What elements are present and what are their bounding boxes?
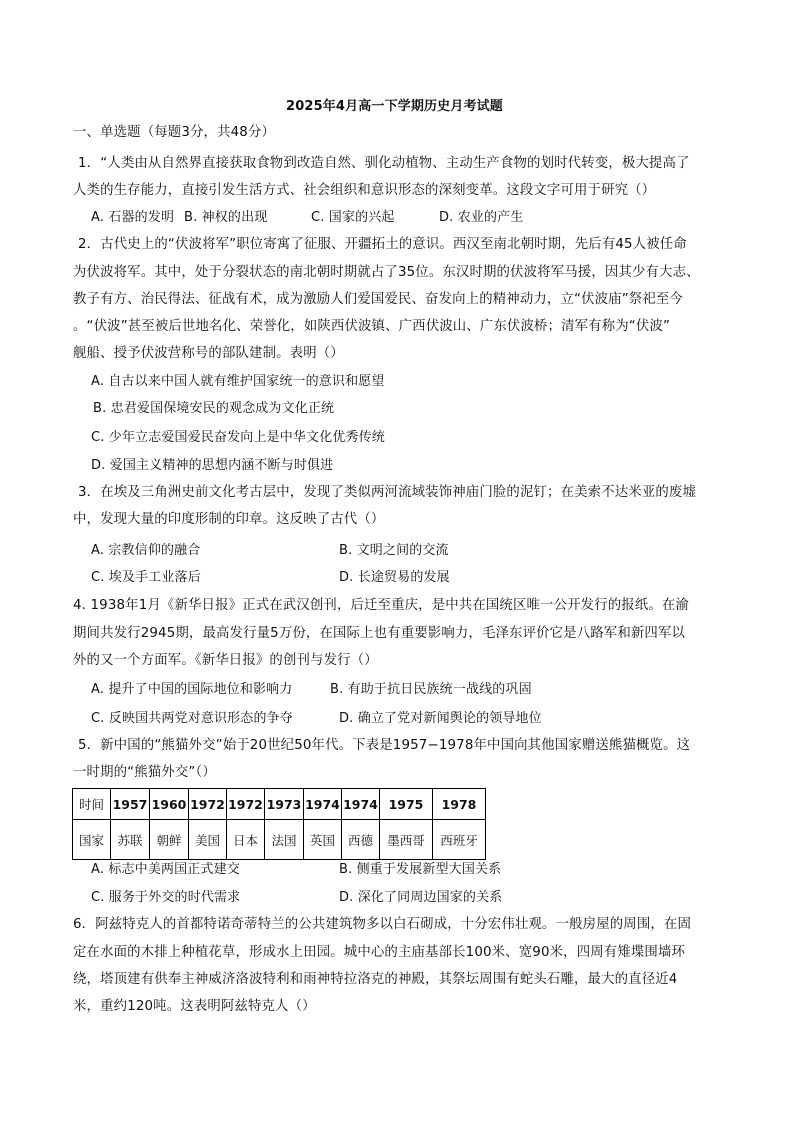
q1-option-a: A. 石器的发明 (91, 210, 175, 225)
table-country-cell: 墨西哥 (380, 820, 433, 860)
table-country-cell: 美国 (189, 820, 227, 860)
table-year-cell: 1974 (342, 789, 380, 820)
q4-line-2: 期间共发行2945期，最高发行量5万份，在国际上也有重要影响力，毛泽东评价它是八路军和新四军以 (73, 626, 686, 641)
q3-option-a: A. 宗教信仰的融合 (91, 543, 201, 558)
exam-title: 2025年4月高一下学期历史月考试题 (286, 99, 503, 114)
q6-line-3: 绕，塔顶建有供奉主神威济洛波特利和雨神特拉洛克的神殿，其祭坛周围有蛇头石雕，最大的直径近4 (73, 972, 678, 987)
q4-option-c: C. 反映国共两党对意识形态的争夺 (91, 711, 293, 726)
q2-line-5: 舰船、授予伏波营称号的部队建制。表明（） (73, 346, 344, 361)
q4-option-b: B. 有助于抗日民族统一战线的巩固 (330, 682, 532, 697)
table-year-cell: 1975 (380, 789, 433, 820)
table-country-cell: 法国 (265, 820, 304, 860)
q5-option-a: A. 标志中美两国正式建交 (91, 862, 240, 877)
q5-line-1: 5．新中国的“熊猫外交”始于20世纪50年代。下表是1957−1978年中国向其他国家赠送熊猫概览。这 (78, 738, 691, 753)
table-year-cell: 1972 (189, 789, 227, 820)
q5-line-2: 一时期的“熊猫外交”（） (73, 765, 216, 780)
q4-line-1: 4. 1938年1月《新华日报》正式在武汉创刊，后迁至重庆，是中共在国统区唯一公开发行的报纸。在渝 (73, 598, 689, 613)
table-country-cell: 西德 (342, 820, 380, 860)
table-year-cell: 1978 (433, 789, 486, 820)
table-year-cell: 1960 (150, 789, 189, 820)
q4-option-d: D. 确立了党对新闻舆论的领导地位 (339, 711, 542, 726)
table-year-cell: 1974 (304, 789, 342, 820)
table-country-cell: 西班牙 (433, 820, 486, 860)
q5-option-b: B. 侧重于发展新型大国关系 (339, 862, 502, 877)
q2-option-b: B. 忠君爱国保境安民的观念成为文化正统 (93, 401, 335, 416)
table-header-label: 时间 (73, 789, 111, 820)
table-row-countries (73, 820, 486, 860)
table-country-cell: 苏联 (111, 820, 150, 860)
table-year-cell: 1973 (265, 789, 304, 820)
q1-option-d: D. 农业的产生 (439, 210, 524, 225)
q4-line-3: 外的又一个方面军。《新华日报》的创刊与发行（） (73, 653, 378, 668)
q2-option-c: C. 少年立志爱国爱民奋发向上是中华文化优秀传统 (91, 430, 385, 445)
table-year-cell: 1957 (111, 789, 150, 820)
q2-line-2: 为伏波将军。其中，处于分裂状态的南北朝时期就占了35位。东汉时期的伏波将军马援，因其少有大志、 (73, 265, 700, 280)
table-row-label: 国家 (73, 820, 111, 860)
q1-line-2: 人类的生存能力，直接引发生活方式、社会组织和意识形态的深刻变革。这段文字可用于研究（） (73, 183, 656, 198)
q6-line-1: 6．阿兹特克人的首都特诺奇蒂特兰的公共建筑物多以白石砌成，十分宏伟壮观。一般房屋的周围，在固 (73, 917, 691, 932)
section-heading: 一、单选题（每题3分，共48分） (73, 125, 276, 140)
q3-line-2: 中，发现大量的印度形制的印章。这反映了古代（） (73, 512, 385, 527)
q3-option-c: C. 埃及手工业落后 (91, 570, 201, 585)
table-country-cell: 朝鲜 (150, 820, 189, 860)
q1-option-b: B. 神权的出现 (184, 210, 268, 225)
q2-line-1: 2．古代史上的“伏波将军”职位寄寓了征服、开疆拓土的意识。西汉至南北朝时期，先后有45人被任命 (78, 237, 687, 252)
q3-line-1: 3．在埃及三角洲史前文化考古层中，发现了类似两河流域装饰神庙门脸的泥钉；在美索不达米亚的废墟 (78, 485, 696, 500)
q5-option-c: C. 服务于外交的时代需求 (91, 890, 241, 905)
q4-option-a: A. 提升了中国的国际地位和影响力 (91, 682, 293, 697)
q2-option-d: D. 爱国主义精神的思想内涵不断与时俱进 (91, 458, 334, 473)
q6-line-4: 米，重约120吨。这表明阿兹特克人（） (73, 999, 316, 1014)
table-row-years (73, 789, 486, 820)
panda-gift-table (72, 788, 486, 860)
table-year-cell: 1972 (227, 789, 265, 820)
q2-option-a: A. 自古以来中国人就有维护国家统一的意识和愿望 (91, 374, 385, 389)
q3-option-d: D. 长途贸易的发展 (339, 570, 450, 585)
table-country-cell: 英国 (304, 820, 342, 860)
q6-line-2: 定在水面的木排上种植花草，形成水上田园。城中心的主庙基部长100米、宽90米，四周有雉堞围墙环 (73, 945, 686, 960)
table-country-cell: 日本 (227, 820, 265, 860)
q1-line-1: 1．“人类由从自然界直接获取食物到改造自然、驯化动植物、主动生产食物的划时代转变，极大提高了 (78, 156, 690, 171)
q1-option-c: C. 国家的兴起 (311, 210, 395, 225)
q5-option-d: D. 深化了同周边国家的关系 (339, 890, 503, 905)
q3-option-b: B. 文明之间的交流 (339, 543, 449, 558)
q2-line-3: 教子有方、治民得法、征战有术，成为激励人们爱国爱民、奋发向上的精神动力，立“伏波庙”祭祀至今 (73, 292, 683, 307)
q2-line-4: 。“伏波”甚至被后世地名化、荣誉化，如陕西伏波镇、广西伏波山、广东伏波桥；清军有称为“伏波” (73, 319, 671, 334)
